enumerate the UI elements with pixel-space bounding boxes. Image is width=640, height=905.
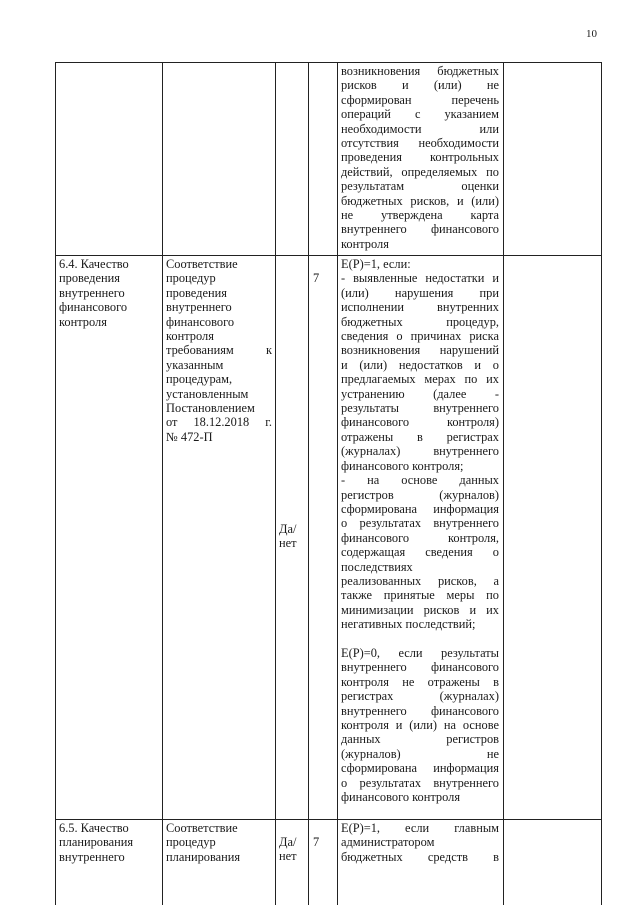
cell-line: регистрах (журналах) [341,689,499,704]
cell-line: и (или) недостатков и о [341,357,499,372]
cell-line: указанным [166,357,224,372]
cell-line: нет [279,849,297,864]
column-border-6 [601,62,602,905]
cell-line [341,632,499,646]
row-0-condition [341,64,499,251]
cell-line: E(P)=0, если результаты [341,645,499,660]
row-border-top [55,62,601,63]
cell-line: внутреннего финансового [341,222,499,237]
row-border-6-5 [55,819,601,820]
cell-line: не утверждена карта [341,208,499,223]
cell-line: требованиям к [166,343,272,358]
row-border-6-4 [55,255,601,256]
row-2-score: 7 [313,835,320,849]
cell-line: отсутствия необходимости [341,136,499,151]
column-border-5 [503,62,504,905]
cell-line: результатам оценки [341,179,499,194]
cell-line: возникновения нарушений [341,343,499,358]
cell-line: минимизации рисков и их [341,602,499,617]
cell-line: внутреннего [59,285,125,300]
row-1-criterion [59,257,159,329]
row-2-unit [279,835,304,864]
cell-line: контроля не отражены в [341,674,499,689]
cell-line: о результатах внутреннего [341,516,499,531]
cell-line: устранению (далее - [341,386,499,401]
cell-line: также принятые меры по [341,588,499,603]
cell-line: сформирован перечень [341,92,499,107]
cell-line: Постановлением [166,401,255,416]
cell-line: бюджетных рисков, и (или) [341,193,499,208]
cell-line: E(P)=1, если: [341,257,411,271]
row-1-description [166,257,272,444]
cell-line: внутреннего [59,849,125,864]
cell-line: 6.4. Качество [59,257,129,271]
cell-line: внутреннего финансового [341,660,499,675]
cell-line: предлагаемых мерах по их [341,372,499,387]
row-2-condition [341,821,499,864]
cell-line: финансового контроля, [341,530,499,545]
cell-line: - выявленные недостатки и [341,271,499,286]
page-number: 10 [586,28,597,40]
cell-line: регистров (журналов) [341,487,499,502]
cell-line: Да/ [279,835,297,849]
cell-line: от 18.12.2018 г. [166,415,272,430]
cell-line: (журналов) не [341,746,499,761]
cell-line: последствиях [341,559,413,574]
cell-line: исполнении внутренних [341,300,499,315]
cell-line: сведения о причинах риска [341,329,499,344]
cell-line: (или) нарушения при [341,285,499,300]
cell-line: установленным [166,386,249,401]
cell-line: планирования [166,849,241,864]
cell-line: о результатах внутреннего [341,775,499,790]
cell-line: Соответствие [166,821,238,835]
cell-line: операций с указанием [341,107,499,122]
cell-line: администратором [341,835,435,850]
cell-line: содержащая сведения о [341,545,499,560]
cell-line: 6.5. Качество [59,821,129,835]
row-2-criterion [59,821,159,864]
cell-line: финансового контроля) [341,415,499,430]
row-2-description [166,821,272,864]
cell-line: внутреннего финансового [341,703,499,718]
cell-line: нет [279,536,297,551]
row-1-score: 7 [313,271,320,285]
cell-line: финансового контроля; [341,458,464,473]
column-border-2 [275,62,276,905]
cell-line: проведения [166,285,227,300]
cell-line: результаты внутреннего [341,401,499,416]
cell-line: сформирована информация [341,761,499,776]
row-1-condition [341,257,499,804]
cell-line: процедур [166,271,216,286]
row-1-unit [279,522,304,551]
cell-line: планирования [59,835,134,850]
cell-line: бюджетных средств в [341,849,499,864]
column-border-4 [337,62,338,905]
cell-line: бюджетных процедур, [341,314,499,329]
cell-line: процедурам, [166,372,233,387]
cell-line: необходимости или [341,121,499,136]
column-border-3 [308,62,309,905]
cell-line: проведения [59,271,120,286]
cell-line: контроля [59,314,107,329]
cell-line: отражены в регистрах [341,429,499,444]
cell-line: финансового [166,314,235,329]
cell-line: E(P)=1, если главным [341,821,499,835]
column-border-0 [55,62,56,905]
cell-line: - на основе данных [341,473,499,488]
cell-line: Да/ [279,522,297,536]
cell-line: процедур [166,835,216,850]
cell-line: внутреннего [166,300,232,315]
cell-line: данных регистров [341,732,499,747]
cell-line: рисков и (или) не [341,78,499,93]
cell-line: действий, определяемых по [341,164,499,179]
cell-line: контроля и (или) на основе [341,718,499,732]
cell-line: реализованных рисков, а [341,573,499,588]
column-border-1 [162,62,163,905]
cell-line: сформирована информация [341,501,499,516]
cell-line: (журналах) внутреннего [341,444,499,459]
cell-line: № 472-П [166,429,213,444]
cell-line: Соответствие [166,257,238,271]
cell-line: возникновения бюджетных [341,64,499,78]
cell-line: негативных последствий; [341,617,476,632]
cell-line: контроля [166,329,214,344]
cell-line: финансового [59,300,128,315]
cell-line: финансового контроля [341,790,461,805]
cell-line: проведения контрольных [341,150,499,165]
cell-line: контроля [341,236,389,251]
